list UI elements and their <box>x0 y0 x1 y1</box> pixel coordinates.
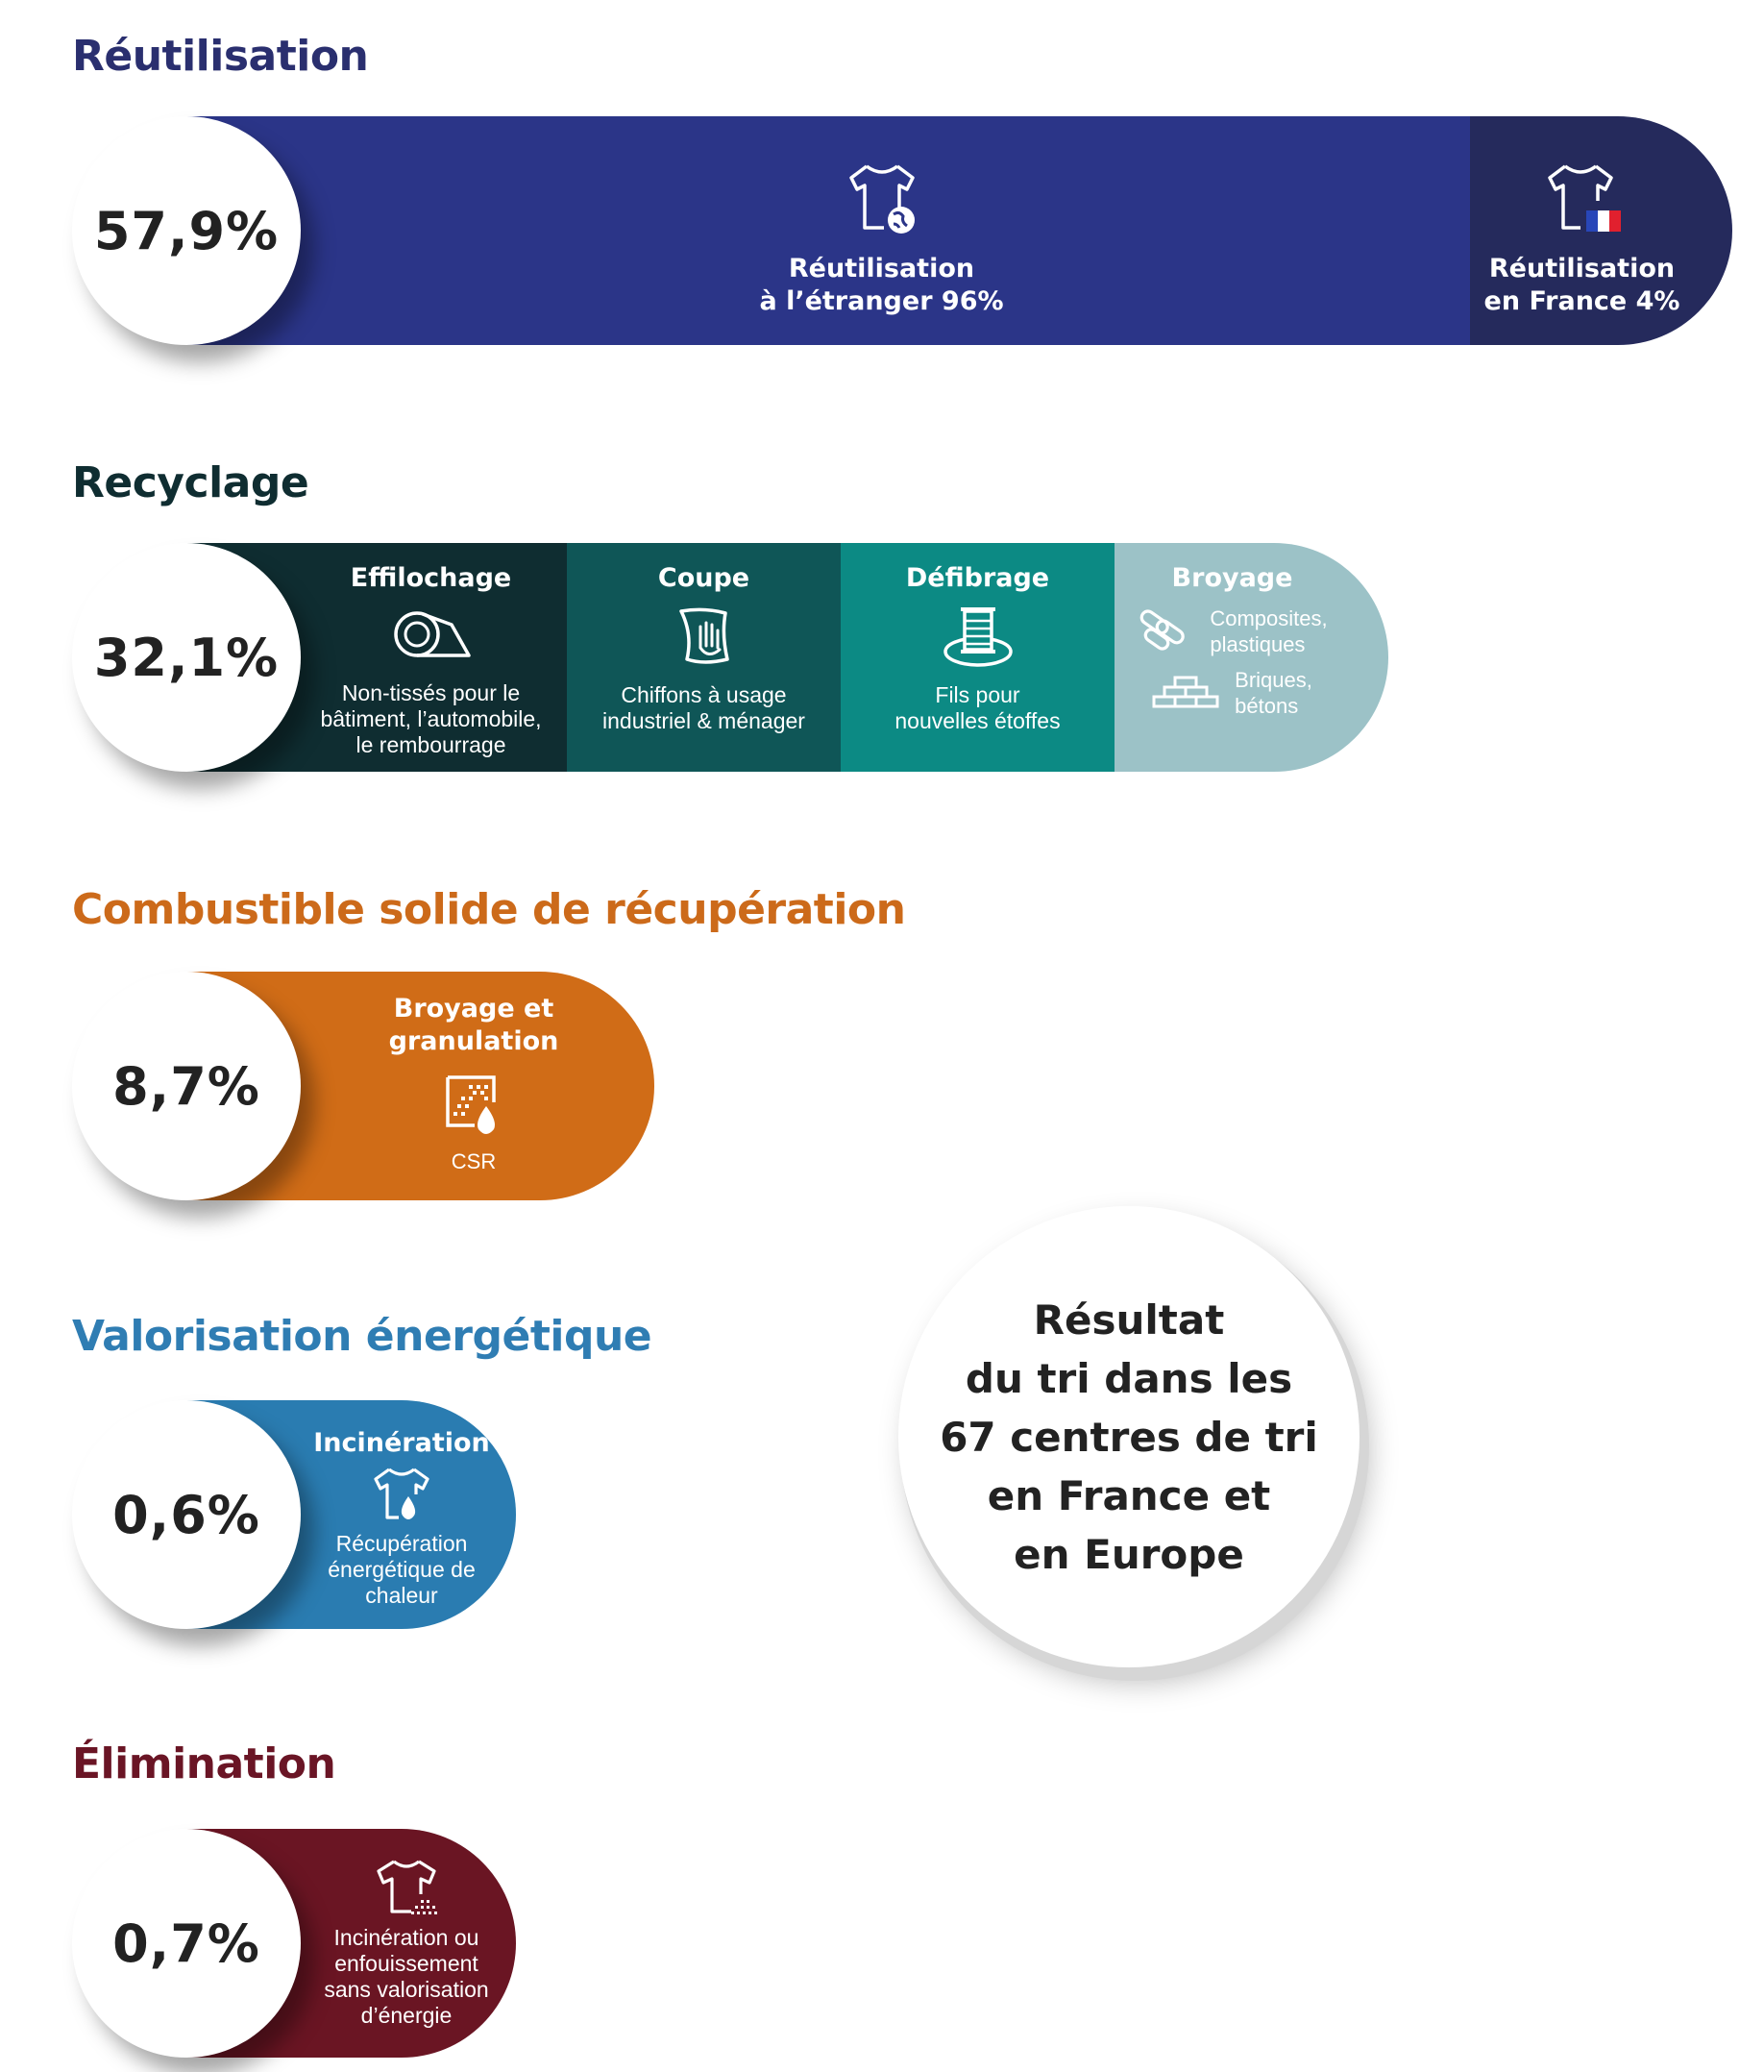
shirt-globe-icon <box>844 159 920 239</box>
energy-title: Valorisation énergétique <box>72 1312 652 1361</box>
reuse-france-label-2: en France 4% <box>1483 286 1680 316</box>
recycling-defibrage-segment <box>841 543 1115 772</box>
bricks-icon <box>1152 674 1219 712</box>
energy-text-1: Récupération <box>335 1531 468 1556</box>
csr-title: Combustible solide de récupération <box>72 885 906 934</box>
result-text: Résultat du tri dans les 67 centres de tri en France et en Europe <box>940 1295 1318 1578</box>
composites-text-2: plastiques <box>1210 632 1306 656</box>
bricks-text-2: bétons <box>1235 694 1299 718</box>
result-circle <box>898 1206 1360 1667</box>
energy-text-2: énergétique de <box>328 1557 476 1582</box>
reuse-percent: 57,9% <box>93 200 280 261</box>
elimination-text-3: sans valorisation <box>324 1977 489 2002</box>
reuse-title: Réutilisation <box>72 32 369 81</box>
defibrage-text-1: Fils pour <box>935 682 1020 707</box>
roll-icon <box>390 605 473 663</box>
cloth-hand-icon <box>675 605 733 667</box>
elimination-title: Élimination <box>72 1739 336 1788</box>
elimination-percent-circle <box>72 1829 301 2058</box>
energy-percent-circle <box>72 1400 301 1629</box>
recycling-title: Recyclage <box>72 458 309 507</box>
broyage-item-composites <box>1137 605 1327 657</box>
broyage-title: Broyage <box>1171 563 1293 593</box>
reuse-france-segment <box>1470 116 1732 345</box>
csr-percent-circle <box>72 972 301 1200</box>
energy-text-3: chaleur <box>365 1583 438 1608</box>
recycling-coupe-segment <box>567 543 841 772</box>
csr-icon <box>440 1068 507 1141</box>
csr-sub: CSR <box>451 1149 497 1173</box>
shirt-dust-icon <box>373 1858 440 1917</box>
elimination-text-4: d’énergie <box>360 2003 453 2028</box>
effilochage-text-1: Non-tissés pour le <box>341 680 521 705</box>
recycling-bar <box>187 543 1388 772</box>
elimination-text-1: Incinération ou <box>333 1925 479 1950</box>
shirt-flame-icon <box>370 1466 433 1523</box>
recycling-percent-circle <box>72 543 301 772</box>
energy-percent: 0,6% <box>112 1484 260 1545</box>
reuse-abroad-segment <box>187 116 1470 345</box>
spool-icon <box>940 605 1017 671</box>
coupe-title: Coupe <box>657 563 750 593</box>
csr-label-2: granulation <box>388 1026 559 1056</box>
elimination-text-2: enfouissement <box>334 1951 478 1976</box>
reuse-percent-circle <box>72 116 301 345</box>
effilochage-text-3: le rembourrage <box>355 732 506 757</box>
elimination-percent: 0,7% <box>112 1912 260 1974</box>
defibrage-text-2: nouvelles étoffes <box>894 708 1061 733</box>
coupe-text-2: industriel & ménager <box>602 708 805 733</box>
composites-text-1: Composites, <box>1210 606 1328 630</box>
reuse-france-label-1: Réutilisation <box>1488 254 1676 284</box>
bricks-text-1: Briques, <box>1235 668 1312 692</box>
csr-label-1: Broyage et <box>393 994 554 1024</box>
broyage-item-bricks <box>1152 667 1312 719</box>
defibrage-title: Défibrage <box>905 563 1050 593</box>
recycling-percent: 32,1% <box>93 627 280 688</box>
energy-label: Incinération <box>313 1428 490 1458</box>
effilochage-text-2: bâtiment, l’automobile, <box>320 706 542 731</box>
coupe-text-1: Chiffons à usage <box>621 682 787 707</box>
recycling-broyage-segment <box>1115 543 1388 772</box>
shirt-france-flag-icon <box>1542 159 1623 239</box>
reuse-bar <box>187 116 1732 345</box>
reuse-abroad-label-1: Réutilisation <box>788 254 975 284</box>
pipes-icon <box>1137 608 1194 654</box>
csr-percent: 8,7% <box>112 1055 260 1117</box>
reuse-abroad-label-2: à l’étranger 96% <box>759 286 1004 316</box>
effilochage-title: Effilochage <box>350 563 512 593</box>
